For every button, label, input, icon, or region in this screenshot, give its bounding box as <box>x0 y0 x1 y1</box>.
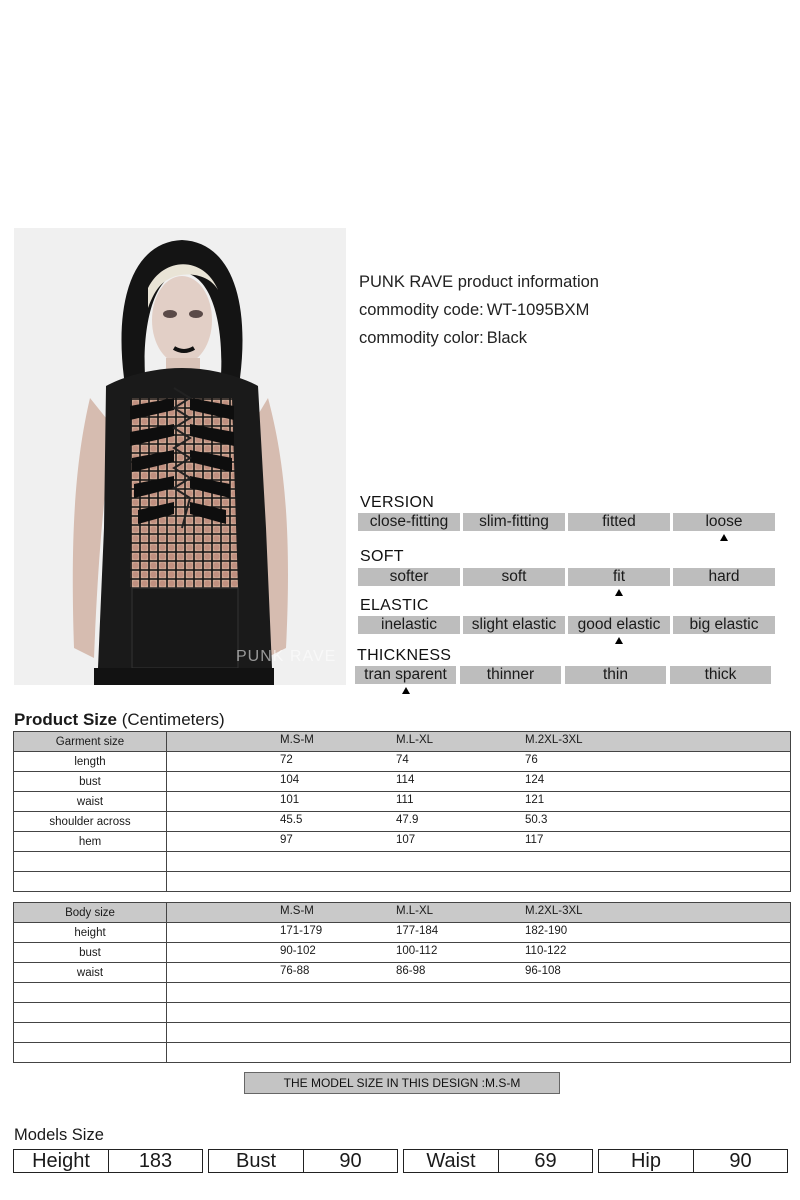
cell-value: 114 <box>396 774 415 786</box>
table-row <box>14 752 791 772</box>
garment-size-table <box>13 731 791 892</box>
cell-value: 110-122 <box>525 945 567 957</box>
table-row <box>14 1023 791 1043</box>
measure-value: 90 <box>729 1150 752 1172</box>
commodity-color-value: Black <box>486 329 528 347</box>
measure-value: 90 <box>339 1150 362 1172</box>
model-size-note: THE MODEL SIZE IN THIS DESIGN :M.S-M <box>244 1072 560 1094</box>
table-row <box>14 923 791 943</box>
scale-option: slim-fitting <box>463 513 565 531</box>
product-size-heading: Product Size <box>14 710 117 729</box>
row-values <box>167 792 791 812</box>
measure-label: Bust <box>209 1150 304 1172</box>
table-row <box>14 832 791 852</box>
cell-value: 100-112 <box>396 945 438 957</box>
row-values <box>167 832 791 852</box>
row-label <box>14 983 167 1003</box>
model-measure-height <box>13 1149 203 1173</box>
commodity-code <box>359 301 589 320</box>
cell-value: 111 <box>396 794 414 806</box>
scale-option: good elastic <box>568 616 670 634</box>
table-row <box>14 852 791 872</box>
scale-option: fitted <box>568 513 670 531</box>
row-label <box>14 1043 167 1063</box>
cell-value: 74 <box>396 754 409 766</box>
cell-value: 101 <box>280 794 300 806</box>
scale-option: loose <box>673 513 775 531</box>
cell-value: 97 <box>280 834 293 846</box>
table-row <box>14 963 791 983</box>
table-row <box>14 792 791 812</box>
row-values <box>167 872 791 892</box>
measure-label: Hip <box>599 1150 694 1172</box>
row-label: waist <box>14 792 167 812</box>
cell-value: 182-190 <box>525 925 568 937</box>
measure-value: 183 <box>138 1150 173 1172</box>
row-label: waist <box>14 963 167 983</box>
cell-value: 107 <box>396 834 416 846</box>
row-label <box>14 872 167 892</box>
row-label: height <box>14 923 167 943</box>
table-row <box>14 812 791 832</box>
row-label <box>14 1003 167 1023</box>
product-info-heading: PUNK RAVE product information <box>359 273 599 291</box>
cell-value: 72 <box>280 754 293 766</box>
scale-title-version: VERSION <box>360 494 435 511</box>
scale-option: hard <box>673 568 775 586</box>
watermark-text: PUNK RAVE <box>236 648 337 665</box>
cell-value: M.S-M <box>280 734 314 746</box>
scale-option: thin <box>565 666 666 684</box>
table-header-row <box>14 903 791 923</box>
selected-marker-icon <box>720 534 728 541</box>
cell-value: 177-184 <box>396 925 439 937</box>
model-measure-bust <box>208 1149 398 1173</box>
cell-value: M.2XL-3XL <box>525 734 583 746</box>
scale-option: tran sparent <box>355 666 456 684</box>
row-values <box>167 943 791 963</box>
table-header-row <box>14 732 791 752</box>
scale-option: thinner <box>460 666 561 684</box>
commodity-code-value: WT-1095BXM <box>486 301 590 319</box>
models-size-title: Models Size <box>14 1126 104 1144</box>
product-size-unit: (Centimeters) <box>121 710 225 729</box>
table-row <box>14 872 791 892</box>
cell-value: 124 <box>525 774 545 786</box>
scale-title-elastic: ELASTIC <box>360 597 429 614</box>
scale-option: fit <box>568 568 670 586</box>
scale-option: softer <box>358 568 460 586</box>
scale-option: inelastic <box>358 616 460 634</box>
row-values <box>167 923 791 943</box>
row-values <box>167 903 791 923</box>
row-values <box>167 852 791 872</box>
cell-value: 171-179 <box>280 925 323 937</box>
row-label: bust <box>14 772 167 792</box>
body-size-table <box>13 902 791 1063</box>
row-label: length <box>14 752 167 772</box>
row-label: shoulder across <box>14 812 167 832</box>
cell-value: 76 <box>525 754 538 766</box>
table-header-label: Body size <box>14 903 167 923</box>
table-row <box>14 1003 791 1023</box>
cell-value: 86-98 <box>396 965 426 977</box>
cell-value: 76-88 <box>280 965 310 977</box>
selected-marker-icon <box>615 637 623 644</box>
scale-option: slight elastic <box>463 616 565 634</box>
scale-option: close-fitting <box>358 513 460 531</box>
scale-option: soft <box>463 568 565 586</box>
cell-value: M.S-M <box>280 905 314 917</box>
cell-value: M.L-XL <box>396 734 434 746</box>
row-values <box>167 1003 791 1023</box>
cell-value: 121 <box>525 794 545 806</box>
commodity-color-label: commodity color: <box>359 329 484 347</box>
cell-value: 50.3 <box>525 814 548 826</box>
scale-option: thick <box>670 666 771 684</box>
commodity-code-label: commodity code: <box>359 301 484 319</box>
cell-value: 90-102 <box>280 945 316 957</box>
row-values <box>167 772 791 792</box>
cell-value: 117 <box>525 834 544 846</box>
row-values <box>167 983 791 1003</box>
row-values <box>167 732 791 752</box>
measure-value: 69 <box>534 1150 557 1172</box>
model-measure-hip <box>598 1149 788 1173</box>
scale-title-soft: SOFT <box>360 548 404 565</box>
cell-value: 45.5 <box>280 814 303 826</box>
cell-value: 104 <box>280 774 300 786</box>
row-values <box>167 963 791 983</box>
cell-value: 47.9 <box>396 814 419 826</box>
table-header-label: Garment size <box>14 732 167 752</box>
cell-value: M.L-XL <box>396 905 434 917</box>
product-size-title <box>14 710 225 730</box>
cell-value: 96-108 <box>525 965 561 977</box>
row-label <box>14 852 167 872</box>
table-row <box>14 1043 791 1063</box>
model-measure-waist <box>403 1149 593 1173</box>
measure-label: Waist <box>404 1150 499 1172</box>
measure-label: Height <box>14 1150 109 1172</box>
row-label <box>14 1023 167 1043</box>
row-label: hem <box>14 832 167 852</box>
row-label: bust <box>14 943 167 963</box>
row-values <box>167 812 791 832</box>
row-values <box>167 752 791 772</box>
table-row <box>14 772 791 792</box>
commodity-color <box>359 329 527 348</box>
table-row <box>14 943 791 963</box>
row-values <box>167 1043 791 1063</box>
product-photo <box>14 228 346 685</box>
cell-value: M.2XL-3XL <box>525 905 583 917</box>
scale-title-thickness: THICKNESS <box>357 647 452 664</box>
scale-option: big elastic <box>673 616 775 634</box>
selected-marker-icon <box>615 589 623 596</box>
table-row <box>14 983 791 1003</box>
row-values <box>167 1023 791 1043</box>
selected-marker-icon <box>402 687 410 694</box>
